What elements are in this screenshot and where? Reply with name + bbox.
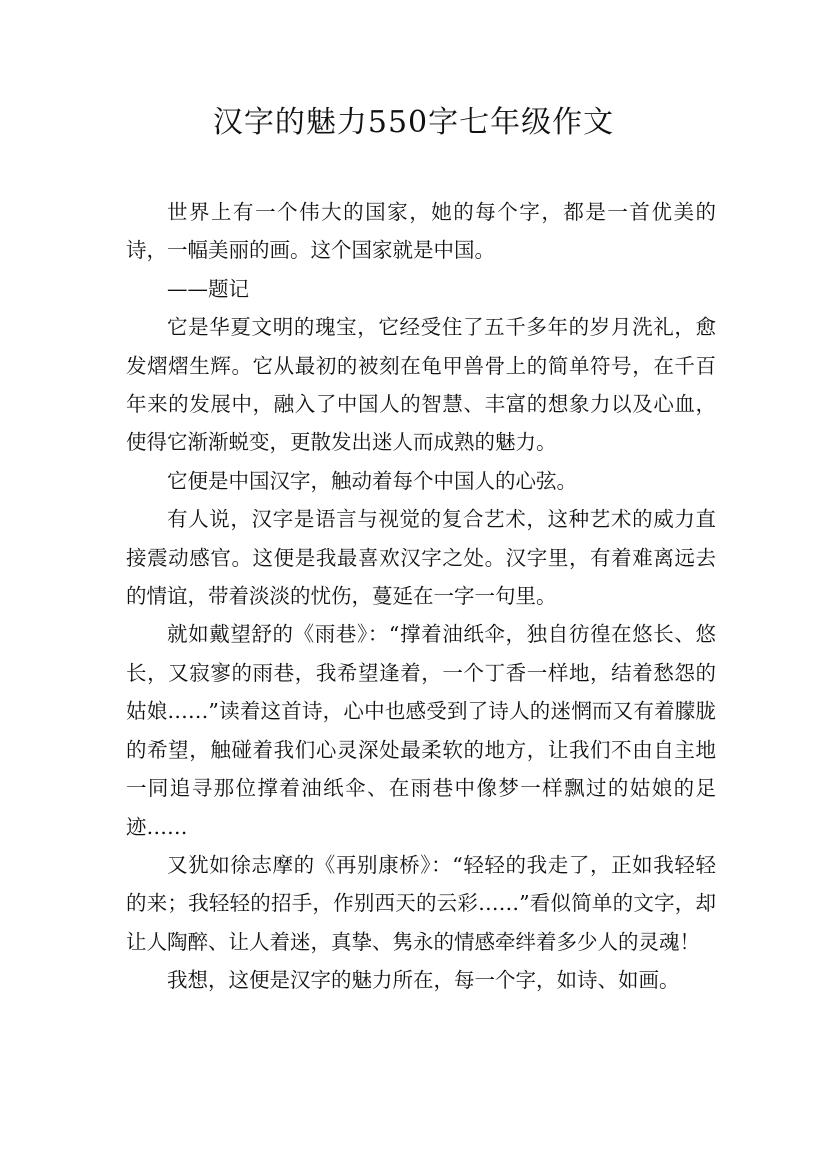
document-body [126,193,716,1000]
document-title: 汉字的魅力550字七年级作文 [212,105,615,140]
paragraph-epigraph-attribution: ——题记 [167,276,249,301]
paragraph: 它是华夏文明的瑰宝，它经受住了五千多年的岁月洗礼，愈发熠熠生辉。它从最初的被刻在龟甲兽骨上的简单符号，在千百年来的发展中，融入了中国人的智慧、丰富的想象力以及心血，使得它渐渐蜕变，更散发出迷人而成熟的魅力。 [126,315,716,455]
paragraph: 它便是中国汉字，触动着每个中国人的心弦。 [167,468,577,493]
paragraph: 就如戴望舒的《雨巷》：“撑着油纸伞，独自彷徨在悠长、悠长，又寂寥的雨巷，我希望逢着，一个丁香一样地，结着愁怨的姑娘……”读着这首诗，心中也感受到了诗人的迷惘而又有着朦胧的希望，触碰着我们心灵深处最柔软的地方，让我们不由自主地一同追寻那位撑着油纸伞、在雨巷中像梦一样飘过的姑娘的足迹…… [126,622,716,839]
paragraph: 又犹如徐志摩的《再别康桥》：“轻轻的我走了，正如我轻轻的来；我轻轻的招手，作别西天的云彩……”看似简单的文字，却让人陶醉、让人着迷，真挚、隽永的情感牵绊着多少人的灵魂！ [126,852,716,954]
paragraph: 有人说，汉字是语言与视觉的复合艺术，这种艺术的威力直接震动感官。这便是我最喜欢汉字之处。汉字里，有着难离远去的情谊，带着淡淡的忧伤，蔓延在一字一句里。 [126,507,716,609]
paragraph-intro: 世界上有一个伟大的国家，她的每个字，都是一首优美的诗，一幅美丽的画。这个国家就是中国。 [126,200,716,263]
paragraph-conclusion: 我想，这便是汉字的魅力所在，每一个字，如诗、如画。 [167,968,680,993]
